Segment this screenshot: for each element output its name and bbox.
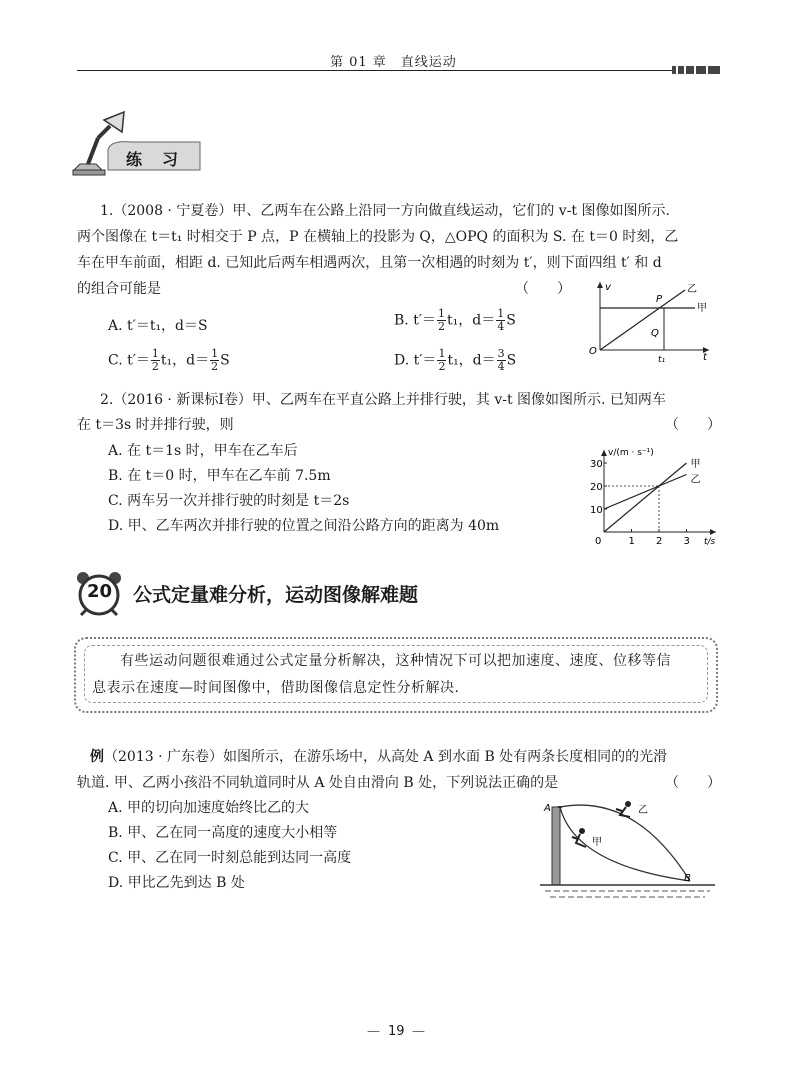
- q1-line3: 车在甲车前面，相距 d. 已知此后两车相遇两次，且第一次相遇的时刻为 t′，则下面四组 t′ 和 d: [77, 255, 662, 271]
- q2-answer-paren: （ ）: [665, 417, 721, 433]
- example-fig-B: B: [684, 873, 691, 884]
- q2-xtick-0: 0: [595, 536, 602, 547]
- q2-option-b: B. 在 t＝0 时，甲车在乙车前 7.5m: [108, 468, 331, 484]
- q2-ytick-30: 30: [590, 459, 603, 470]
- footer-dash-left: —: [367, 1024, 380, 1039]
- q1-fig-O: O: [589, 346, 597, 357]
- q2-xtick-3: 3: [683, 536, 690, 547]
- q2-line2: 在 t＝3s 时并排行驶，则: [77, 417, 234, 433]
- q2-vt-chart: [590, 444, 722, 552]
- example-fig-A: A: [544, 803, 551, 814]
- example-slide-figure: [540, 795, 720, 909]
- q2-xtick-2: 2: [656, 536, 663, 547]
- tip-line1: 有些运动问题很难通过公式定量分析解决，这种情况下可以把加速度、速度、位移等信: [120, 653, 671, 669]
- q1-fig-v: v: [605, 282, 611, 293]
- chapter-header: 第 01 章 直线运动: [330, 55, 457, 70]
- q1-option-a: A. t′＝t₁，d＝S: [108, 318, 208, 334]
- page-number: 19: [388, 1024, 405, 1039]
- q2-xlabel: t/s: [704, 537, 716, 547]
- q1-vt-figure: [585, 278, 715, 370]
- q2-ylabel: v/(m · s⁻¹): [608, 448, 654, 458]
- q1-fig-t1: t₁: [658, 355, 666, 365]
- header-decoration: [672, 66, 720, 74]
- example-option-d: D. 甲比乙先到达 B 处: [108, 875, 245, 891]
- header-rule: [77, 70, 672, 71]
- q1-line4: 的组合可能是: [77, 281, 161, 297]
- example-line1: 例（2013 · 广东卷）如图所示，在游乐场中，从高处 A 到水面 B 处有两条长度相同的的光滑: [90, 749, 668, 765]
- q1-option-d: D. t′＝ $\frac{1}{2}$ t₁，d＝ $\frac{3}{4}$ S: [394, 347, 517, 373]
- q1-fig-jia: 甲: [697, 303, 707, 314]
- example-option-b: B. 甲、乙在同一高度的速度大小相等: [108, 825, 338, 841]
- section-number: 20: [87, 581, 113, 602]
- example-fig-jia: 甲: [592, 837, 602, 848]
- q1-line-yi: [600, 290, 685, 350]
- q1-answer-paren: （ ）: [515, 281, 571, 297]
- example-answer-paren: （ ）: [665, 775, 721, 791]
- q1-option-c: C. t′＝ $\frac{1}{2}$ t₁，d＝ $\frac{1}{2}$ S: [108, 347, 230, 373]
- q2-legend-jia: 甲: [690, 459, 701, 470]
- q1-fig-t: t: [703, 352, 707, 363]
- example-label: 例: [90, 749, 104, 765]
- q2-option-a: A. 在 t＝1s 时，甲车在乙车后: [108, 443, 298, 459]
- tip-line2: 息表示在速度—时间图像中，借助图像信息定性分析解决.: [92, 680, 460, 696]
- q1-line2: 两个图像在 t＝t₁ 时相交于 P 点，P 在横轴上的投影为 Q，△OPQ 的面积为 S. 在 t＝0 时刻，乙: [77, 229, 679, 245]
- footer-dash-right: —: [412, 1024, 425, 1039]
- q1-fig-P: P: [656, 294, 663, 305]
- q1-fig-yi: 乙: [687, 284, 697, 295]
- q1-line1: 1.（2008 · 宁夏卷）甲、乙两车在公路上沿同一方向做直线运动，它们的 v-t 图像如图所示.: [100, 203, 670, 219]
- q1-fig-Q: Q: [651, 328, 659, 339]
- q2-legend-yi: 乙: [690, 474, 701, 486]
- q2-series-line-jia: [604, 463, 687, 532]
- example-line2: 轨道. 甲、乙两小孩沿不同轨道同时从 A 处自由滑向 B 处，下列说法正确的是: [77, 775, 559, 791]
- q2-series-line-yi: [604, 475, 687, 510]
- q1-option-b: B. t′＝ $\frac{1}{2}$ t₁，d＝ $\frac{1}{4}$ S: [394, 307, 516, 333]
- q2-ytick-20: 20: [590, 482, 603, 493]
- q2-line1: 2.（2016 · 新课标Ⅰ卷）甲、乙两车在平直公路上并排行驶，其 v-t 图像如图所示. 已知两车: [100, 392, 666, 408]
- section-title: 公式定量难分析，运动图像解难题: [133, 584, 419, 606]
- example-option-a: A. 甲的切向加速度始终比乙的大: [108, 800, 310, 816]
- q2-option-d: D. 甲、乙车两次并排行驶的位置之间沿公路方向的距离为 40m: [108, 518, 500, 534]
- q2-option-c: C. 两车另一次并排行驶的时刻是 t＝2s: [108, 493, 350, 509]
- example-option-c: C. 甲、乙在同一时刻总能到达同一高度: [108, 850, 352, 866]
- q2-xtick-1: 1: [628, 536, 635, 547]
- practice-label: 练 习: [126, 150, 181, 169]
- q2-ytick-10: 10: [590, 505, 603, 516]
- example-fig-yi: 乙: [638, 805, 648, 816]
